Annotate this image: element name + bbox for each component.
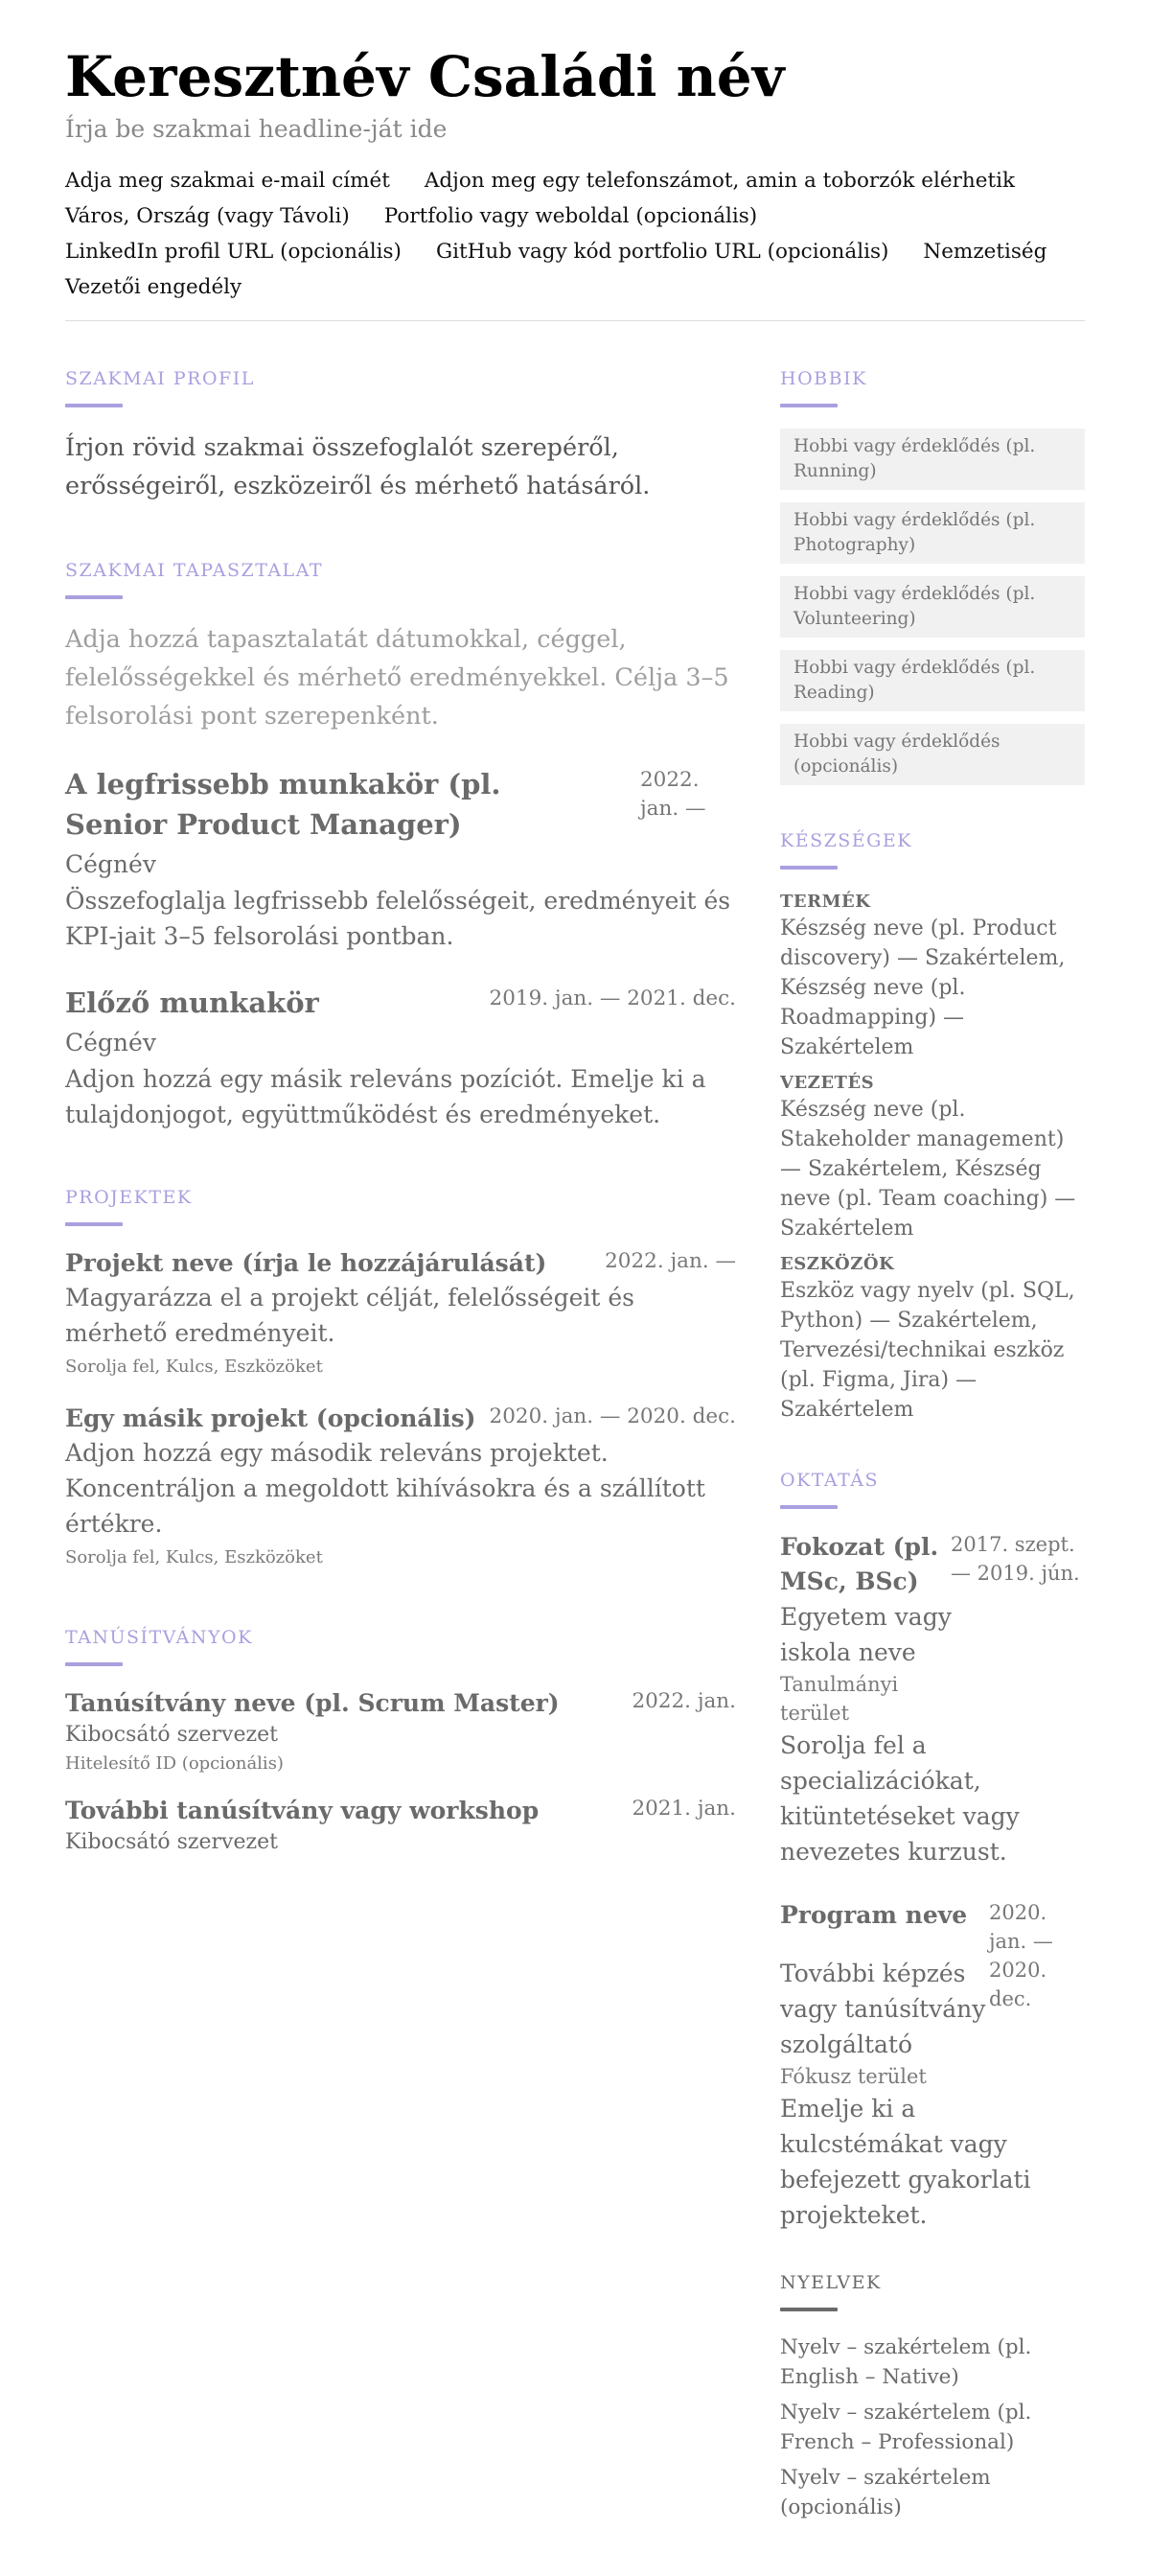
- section-title: HOBBIK: [780, 368, 867, 389]
- experience-intro: Adja hozzá tapasztalatát dátumokkal, céggel, felelősségekkel és mérhető eredményekkel. Célja 3–5 felsorolási pont szerepenként.: [65, 625, 729, 731]
- contact-email: Adja meg szakmai e-mail címét: [65, 169, 390, 193]
- certification-entry: [65, 1687, 736, 1777]
- contact-portfolio: Portfolio vagy weboldal (opcionális): [383, 204, 758, 228]
- language-item: Nyelv – szakértelem (opcionális): [780, 2466, 991, 2519]
- contact-github: GitHub vagy kód portfolio URL (opcionális): [435, 240, 889, 264]
- project-tags: Sorolja fel, Kulcs, Eszközöket: [65, 1357, 323, 1377]
- field-of-study: Tanulmányi terület: [780, 1673, 899, 1725]
- certification-date: 2022. jan.: [632, 1689, 736, 1713]
- section-title: KÉSZSÉGEK: [780, 830, 912, 851]
- section-title: SZAKMAI PROFIL: [65, 368, 255, 389]
- hobby-chip: Hobbi vagy érdeklődés (pl. Photography): [780, 502, 1085, 564]
- hobby-chip: Hobbi vagy érdeklődés (pl. Reading): [780, 650, 1085, 711]
- skill-category: VEZETÉS: [780, 1073, 875, 1093]
- projects-section: [65, 1186, 736, 1572]
- section-underline: [65, 595, 123, 599]
- education-entry: [780, 1898, 1085, 2233]
- hobby-chip: Hobbi vagy érdeklődés (pl. Running): [780, 429, 1085, 490]
- project-date: 2020. jan. — 2020. dec.: [489, 1404, 736, 1428]
- section-title: NYELVEK: [780, 2272, 882, 2293]
- section-title: TANÚSÍTVÁNYOK: [65, 1627, 253, 1648]
- skill-list: Készség neve (pl. Product discovery) — Szakértelem, Készség neve (pl. Roadmapping) — Szakértelem: [780, 917, 1066, 1059]
- contact-list: [65, 163, 1085, 305]
- contact-linkedin: LinkedIn profil URL (opcionális): [65, 240, 402, 264]
- contact-phone: Adjon meg egy telefonszámot, amin a toborzók elérhetik: [424, 169, 1016, 193]
- section-underline: [65, 404, 123, 407]
- section-underline: [780, 866, 838, 870]
- education-entry: [780, 1530, 1085, 1869]
- project-title: Egy másik projekt (opcionális): [65, 1404, 476, 1432]
- language-item: Nyelv – szakértelem (pl. French – Professional): [780, 2401, 1032, 2454]
- main-column: [65, 367, 736, 2576]
- company-name: Cégnév: [65, 1029, 156, 1056]
- section-underline: [780, 1505, 838, 1509]
- skill-category: ESZKÖZÖK: [780, 1254, 895, 1274]
- experience-section: [65, 559, 736, 1132]
- section-underline: [780, 404, 838, 407]
- job-date: 2019. jan. — 2021. dec.: [489, 986, 736, 1010]
- hobby-chip: Hobbi vagy érdeklődés (pl. Volunteering): [780, 576, 1085, 638]
- school-name: További képzés vagy tanúsítvány szolgáltató: [780, 1960, 986, 2058]
- contact-driving-license: Vezetői engedély: [65, 275, 242, 299]
- project-entry: [65, 1247, 736, 1381]
- education-section: [780, 1469, 1085, 2233]
- section-underline: [780, 2308, 838, 2311]
- section-title: PROJEKTEK: [65, 1187, 193, 1208]
- education-date: 2017. szept. — 2019. jún.: [951, 1533, 1080, 1585]
- sidebar-column: [780, 367, 1085, 2576]
- job-entry: [65, 983, 736, 1132]
- resume-header: [65, 44, 1085, 321]
- job-title: Előző munkakör: [65, 986, 319, 1019]
- skill-category: TERMÉK: [780, 892, 871, 912]
- skill-list: Készség neve (pl. Stakeholder management) — Szakértelem, Készség neve (pl. Team coaching) — Szakértelem: [780, 1098, 1076, 1241]
- job-date: 2022. jan. —: [640, 768, 706, 821]
- degree: Program neve: [780, 1901, 968, 1929]
- languages-section: [780, 2271, 1085, 2522]
- education-description: Sorolja fel a specializációkat, kitüntetéseket vagy nevezetes kurzust.: [780, 1731, 1020, 1866]
- certification-issuer: Kibocsátó szervezet: [65, 1723, 278, 1747]
- certification-date: 2021. jan.: [632, 1797, 736, 1821]
- certification-issuer: Kibocsátó szervezet: [65, 1830, 278, 1854]
- profile-summary: Írjon rövid szakmai összefoglalót szerepéről, erősségeiről, eszközeiről és mérhető hatásáról.: [65, 433, 651, 500]
- project-entry: [65, 1403, 736, 1572]
- section-underline: [65, 1222, 123, 1226]
- skills-section: [780, 829, 1085, 1425]
- job-description: Adjon hozzá egy másik releváns pozíciót. Emelje ki a tulajdonjogot, együttműködést és eredményeket.: [65, 1065, 706, 1128]
- project-tags: Sorolja fel, Kulcs, Eszközöket: [65, 1547, 323, 1567]
- job-entry: [65, 764, 736, 954]
- education-date: 2020. jan. — 2020. dec.: [989, 1901, 1053, 2010]
- project-title: Projekt neve (írja le hozzájárulását): [65, 1249, 547, 1277]
- project-description: Adjon hozzá egy második releváns projektet. Koncentráljon a megoldott kihívásokra és a szállított értékre.: [65, 1439, 705, 1538]
- certifications-section: [65, 1626, 736, 1858]
- degree: Fokozat (pl. MSc, BSc): [780, 1533, 939, 1595]
- certification-title: Tanúsítvány neve (pl. Scrum Master): [65, 1689, 560, 1717]
- language-item: Nyelv – szakértelem (pl. English – Native): [780, 2335, 1032, 2389]
- project-date: 2022. jan. —: [605, 1249, 736, 1273]
- profile-section: [65, 367, 736, 505]
- certification-title: További tanúsítvány vagy workshop: [65, 1797, 540, 1824]
- credential-id: Hitelesítő ID (opcionális): [65, 1753, 284, 1774]
- field-of-study: Fókusz terület: [780, 2065, 927, 2088]
- full-name: Keresztnév Családi név: [65, 44, 785, 109]
- company-name: Cégnév: [65, 850, 156, 878]
- header-divider: [65, 320, 1085, 321]
- school-name: Egyetem vagy iskola neve: [780, 1603, 952, 1666]
- hobbies-section: [780, 367, 1085, 785]
- section-title: SZAKMAI TAPASZTALAT: [65, 560, 324, 581]
- job-description: Összefoglalja legfrissebb felelősségeit, eredményeit és KPI-jait 3–5 felsorolási pontban.: [65, 887, 731, 950]
- skill-list: Eszköz vagy nyelv (pl. SQL, Python) — Szakértelem, Tervezési/technikai eszköz (pl. Figma, Jira) — Szakértelem: [780, 1279, 1075, 1422]
- contact-location: Város, Ország (vagy Távoli): [65, 204, 350, 228]
- contact-nationality: Nemzetiség: [923, 240, 1047, 264]
- certification-entry: [65, 1795, 736, 1858]
- education-description: Emelje ki a kulcstémákat vagy befejezett gyakorlati projekteket.: [780, 2095, 1031, 2229]
- headline: Írja be szakmai headline-ját ide: [65, 115, 448, 143]
- hobby-chip: Hobbi vagy érdeklődés (opcionális): [780, 724, 1085, 785]
- job-title: A legfrissebb munkakör (pl. Senior Product Manager): [65, 768, 501, 841]
- project-description: Magyarázza el a projekt célját, felelősségeit és mérhető eredményeit.: [65, 1284, 635, 1347]
- section-title: OKTATÁS: [780, 1470, 879, 1491]
- section-underline: [65, 1662, 123, 1666]
